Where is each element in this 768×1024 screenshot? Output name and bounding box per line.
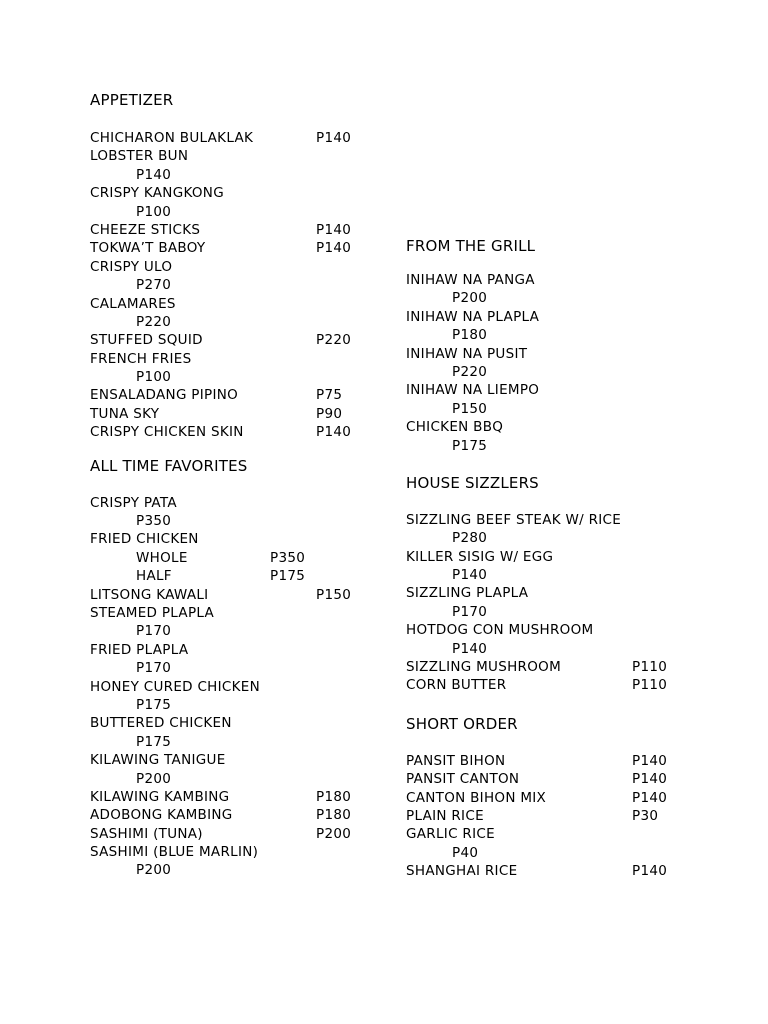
menu-item-name: BUTTERED CHICKEN (90, 715, 232, 732)
menu-line (90, 386, 390, 404)
menu-item-price: P280 (452, 530, 488, 547)
menu-list-short-order (406, 752, 706, 881)
menu-item-name: LITSONG KAWALI (90, 586, 209, 603)
menu-line (406, 308, 706, 326)
menu-line (90, 806, 390, 824)
menu-item-price: P40 (452, 844, 479, 861)
menu-item-price: P140 (316, 130, 352, 146)
menu-item-price: P140 (316, 221, 352, 238)
menu-line (90, 350, 390, 368)
menu-item-price: P110 (632, 659, 668, 676)
menu-item-price: P140 (136, 166, 172, 183)
menu-list-from-the-grill (406, 271, 706, 455)
menu-item-name: SIZZLING BEEF STEAK W/ RICE (406, 511, 622, 528)
menu-item-price: P100 (136, 203, 172, 220)
menu-item-name: ENSALADANG PIPINO (90, 387, 239, 404)
menu-item-name: KILLER SISIG W/ EGG (406, 548, 554, 565)
menu-item-name: HALF (136, 568, 172, 585)
menu-item-name: CANTON BIHON MIX (406, 789, 547, 806)
section-heading-appetizer: APPETIZER (90, 91, 174, 109)
menu-list-all-time-favorites (90, 494, 390, 880)
menu-item-name: STUFFED SQUID (90, 332, 203, 349)
menu-item-price: P220 (452, 363, 488, 380)
menu-line (406, 621, 706, 639)
menu-item-price: P200 (452, 290, 488, 307)
menu-item-name: PANSIT CANTON (406, 771, 520, 788)
menu-item-price: P175 (136, 696, 172, 713)
menu-line (90, 512, 390, 530)
menu-item-price: P170 (136, 660, 172, 677)
menu-line (90, 295, 390, 313)
menu-line (90, 696, 390, 714)
menu-item-name: PLAIN RICE (406, 807, 484, 824)
menu-item-name: FRENCH FRIES (90, 350, 192, 367)
menu-line (406, 271, 706, 289)
menu-item-price: P140 (452, 567, 488, 584)
menu-line (90, 549, 390, 567)
menu-item-name: CHEEZE STICKS (90, 221, 201, 238)
menu-line (90, 368, 390, 386)
menu-item-name: CRISPY CHICKEN SKIN (90, 424, 244, 441)
menu-line (90, 604, 390, 622)
menu-line (90, 714, 390, 732)
menu-item-name: INIHAW NA LIEMPO (406, 382, 540, 399)
menu-item-price: P140 (632, 863, 668, 880)
menu-line (406, 437, 706, 455)
menu-list-appetizer (90, 129, 390, 442)
menu-item-name: CRISPY ULO (90, 258, 173, 275)
menu-item-name: STEAMED PLAPLA (90, 604, 215, 621)
menu-item-name: KILAWING TANIGUE (90, 752, 226, 769)
menu-line (90, 258, 390, 276)
menu-item-name: WHOLE (136, 549, 188, 566)
menu-item-price: P140 (632, 752, 668, 769)
menu-line (90, 166, 390, 184)
menu-item-price: P140 (316, 424, 352, 441)
menu-item-name: CRISPY KANGKONG (90, 185, 224, 202)
menu-line (90, 659, 390, 677)
menu-line (406, 566, 706, 584)
menu-line (406, 640, 706, 658)
menu-item-name: KILAWING KAMBING (90, 788, 230, 805)
menu-list-house-sizzlers (406, 511, 706, 695)
menu-line (406, 584, 706, 602)
menu-line (406, 345, 706, 363)
menu-item-price: P200 (136, 770, 172, 787)
menu-line (90, 203, 390, 221)
menu-item-name: PANSIT BIHON (406, 752, 506, 769)
menu-item-price: P30 (632, 807, 659, 824)
section-heading-all-time-favorites: ALL TIME FAVORITES (90, 456, 248, 475)
menu-item-price: P270 (136, 277, 172, 294)
menu-line (90, 276, 390, 294)
menu-item-name: SIZZLING MUSHROOM (406, 659, 562, 676)
menu-item-name: SASHIMI (TUNA) (90, 825, 203, 842)
menu-line (90, 843, 390, 861)
menu-line (406, 807, 706, 825)
menu-column-left (90, 91, 390, 880)
menu-item-name: CALAMARES (90, 295, 176, 312)
section-heading-short-order: SHORT ORDER (406, 714, 518, 733)
menu-item-name: GARLIC RICE (406, 826, 495, 843)
menu-line (406, 658, 706, 676)
menu-item-name: CORN BUTTER (406, 677, 507, 694)
menu-item-price: P175 (270, 568, 306, 585)
menu-item-price: P350 (136, 513, 172, 530)
menu-line (90, 494, 390, 512)
menu-line (406, 326, 706, 344)
menu-item-price: P170 (136, 623, 172, 640)
menu-line (406, 770, 706, 788)
menu-line (406, 789, 706, 807)
menu-line (90, 861, 390, 879)
menu-line (406, 289, 706, 307)
menu-item-price: P200 (136, 862, 172, 879)
menu-item-price: P220 (136, 313, 172, 330)
menu-line (406, 400, 706, 418)
menu-item-name: FRIED PLAPLA (90, 641, 189, 658)
menu-line (406, 603, 706, 621)
menu-line (406, 529, 706, 547)
menu-line (406, 511, 706, 529)
menu-item-name: CHICHARON BULAKLAK (90, 130, 254, 146)
menu-line (406, 676, 706, 694)
menu-item-name: SASHIMI (BLUE MARLIN) (90, 844, 259, 861)
menu-item-name: LOBSTER BUN (90, 148, 189, 165)
menu-line (406, 752, 706, 770)
menu-item-name: HOTDOG CON MUSHROOM (406, 622, 594, 639)
menu-item-price: P90 (316, 405, 343, 422)
menu-line (90, 331, 390, 349)
menu-item-name: INIHAW NA PUSIT (406, 345, 528, 362)
menu-item-name: FRIED CHICKEN (90, 531, 199, 548)
menu-item-name: INIHAW NA PLAPLA (406, 308, 540, 325)
menu-line (90, 184, 390, 202)
menu-item-price: P180 (316, 807, 352, 824)
menu-item-price: P200 (316, 825, 352, 842)
menu-item-price: P140 (316, 240, 352, 257)
menu-line (406, 825, 706, 843)
section-heading-house-sizzlers: HOUSE SIZZLERS (406, 473, 539, 492)
menu-item-price: P350 (270, 549, 306, 566)
menu-line (90, 770, 390, 788)
menu-item-price: P220 (316, 332, 352, 349)
menu-line (90, 313, 390, 331)
menu-item-price: P100 (136, 369, 172, 386)
menu-line (90, 733, 390, 751)
menu-line (90, 221, 390, 239)
menu-item-price: P140 (632, 789, 668, 806)
menu-line (406, 548, 706, 566)
menu-item-price: P150 (452, 400, 488, 417)
menu-item-name: INIHAW NA PANGA (406, 272, 535, 288)
menu-item-name: ADOBONG KAMBING (90, 807, 233, 824)
menu-item-price: P75 (316, 387, 343, 404)
menu-line (90, 622, 390, 640)
menu-item-name: CHICKEN BBQ (406, 419, 504, 436)
section-heading-from-the-grill: FROM THE GRILL (406, 237, 536, 255)
menu-line (406, 844, 706, 862)
menu-item-price: P140 (632, 771, 668, 788)
menu-line (90, 530, 390, 548)
menu-line (90, 239, 390, 257)
menu-line (90, 129, 390, 147)
menu-line (90, 586, 390, 604)
menu-line (90, 788, 390, 806)
menu-item-price: P180 (316, 788, 352, 805)
menu-line (406, 418, 706, 436)
menu-line (90, 825, 390, 843)
menu-item-name: CRISPY PATA (90, 494, 177, 511)
menu-item-name: SIZZLING PLAPLA (406, 585, 529, 602)
menu-line (90, 678, 390, 696)
menu-item-name: TOKWA’T BABOY (90, 240, 206, 257)
menu-item-name: HONEY CURED CHICKEN (90, 678, 261, 695)
menu-line (90, 567, 390, 585)
menu-line (90, 751, 390, 769)
menu-item-price: P180 (452, 327, 488, 344)
menu-line (406, 381, 706, 399)
menu-item-price: P175 (452, 437, 488, 454)
menu-line (90, 641, 390, 659)
menu-item-price: P175 (136, 733, 172, 750)
menu-item-name: SHANGHAI RICE (406, 863, 518, 880)
menu-column-right (406, 237, 706, 881)
menu-item-price: P170 (452, 603, 488, 620)
menu-line (406, 862, 706, 880)
menu-item-price: P110 (632, 677, 668, 694)
menu-line (90, 423, 390, 441)
menu-line (406, 363, 706, 381)
menu-item-price: P150 (316, 586, 352, 603)
menu-line (90, 405, 390, 423)
menu-item-price: P140 (452, 640, 488, 657)
menu-item-name: TUNA SKY (90, 405, 160, 422)
menu-line (90, 147, 390, 165)
